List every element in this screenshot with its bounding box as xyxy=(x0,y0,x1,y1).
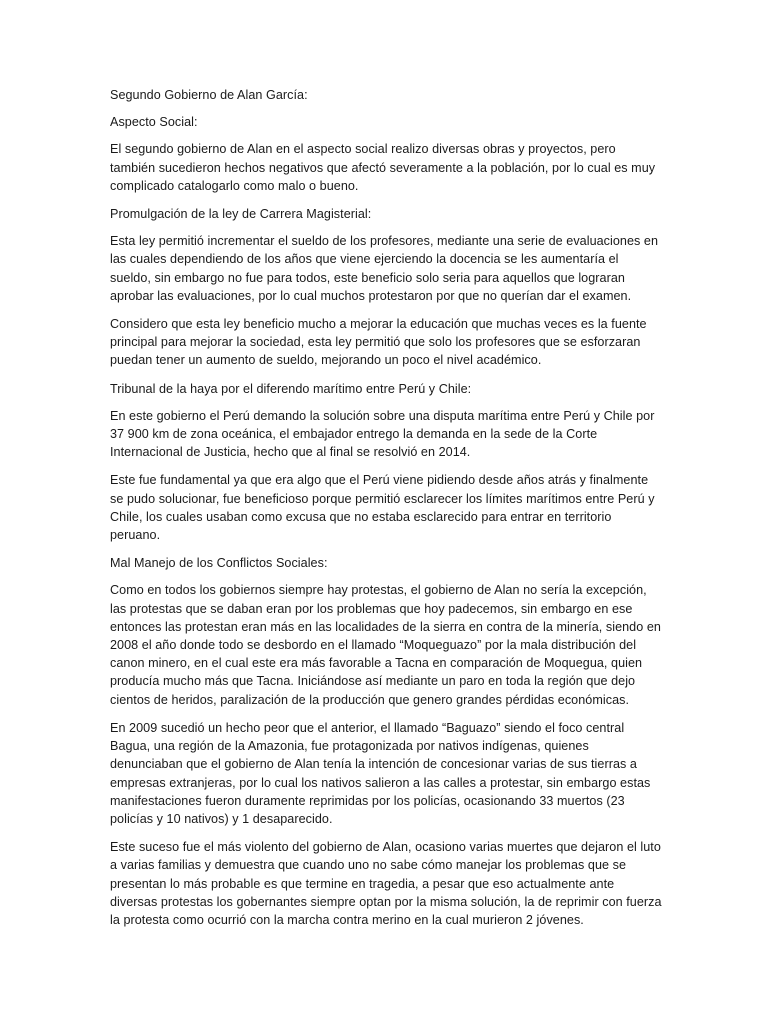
section-heading-social: Aspecto Social: xyxy=(110,115,198,130)
document-page xyxy=(110,86,662,939)
paragraph-conflictos-1: Como en todos los gobiernos siempre hay protestas, el gobierno de Alan no sería la excepción, las protestas que se daban eran por los problemas que hoy padecemos, sin embargo en ese entonces las protestan eran más en las localidades de la sierra en contra de la minería, siendo en 2008 el año donde todo se desbordo en el llamado “Moqueguazo” por la mala distribución del canon minero, en el cual este era más favorable a Tacna en comparación de Moquegua, quien producía mucho más que Tacna. Iniciándose así mediante un paro en toda la región que dejo cientos de heridos, paralización de la producción que genero grandes pérdidas económicas. xyxy=(110,583,661,707)
paragraph-intro: El segundo gobierno de Alan en el aspecto social realizo diversas obras y proyectos, pero también sucedieron hechos negativos que afectó severamente a la población, por lo cual es muy complicado catalogarlo como malo o bueno. xyxy=(110,142,656,193)
paragraph-haya-2: Este fue fundamental ya que era algo que el Perú viene pidiendo desde años atrás y finalmente se pudo solucionar, fue beneficioso porque permitió esclarecer los límites marítimos entre Perú y Chile, los cuales usaban como excusa que no estaba esclarecido para entrar en territorio peruano. xyxy=(110,473,655,543)
section-heading-conflictos: Mal Manejo de los Conflictos Sociales: xyxy=(110,556,328,571)
paragraph-haya-1: En este gobierno el Perú demando la solución sobre una disputa marítima entre Perú y Chile por 37 900 km de zona oceánica, el embajador entrego la demanda en la sede de la Corte Internacional de Justicia, hecho que al final se resolvió en 2014. xyxy=(110,408,655,460)
document-title: Segundo Gobierno de Alan García: xyxy=(110,88,308,102)
section-heading-ley: Promulgación de la ley de Carrera Magisterial: xyxy=(110,207,372,222)
section-heading-haya: Tribunal de la haya por el diferendo marítimo entre Perú y Chile: xyxy=(110,381,472,396)
paragraph-ley-1: Esta ley permitió incrementar el sueldo de los profesores, mediante una serie de evaluaciones en las cuales dependiendo de los años que viene ejerciendo la docencia se les aumentaría el sueldo, sin embargo no fue para todos, este beneficio solo seria para aquellos que lograran aprobar las evaluaciones, por lo cual muchos protestaron por que no querían dar el examen. xyxy=(110,234,659,303)
paragraph-conflictos-2: En 2009 sucedió un hecho peor que el anterior, el llamado “Baguazo” siendo el foco central Bagua, una región de la Amazonia, fue protagonizada por nativos indígenas, quienes denunciaban que el gobierno de Alan tenía la intención de concesionar varias de sus tierras a empresas extranjeras, por lo cual los nativos salieron a las calles a protestar, sin embargo estas manifestaciones fueron duramente reprimidas por los policías, ocasionando 33 muertos (23 policías y 10 nativos) y 1 desaparecido. xyxy=(110,720,651,826)
paragraph-conflictos-3: Este suceso fue el más violento del gobierno de Alan, ocasiono varias muertes que dejaron el luto a varias familias y demuestra que cuando uno no sabe cómo manejar los problemas que se presentan lo más probable es que termine en tragedia, a pesar que eso actualmente ante diversas protestas los gobernantes siempre optan por la misma solución, la de reprimir con fuerza la protesta como ocurrió con la marcha contra merino en la cual murieron 2 jóvenes. xyxy=(110,840,662,927)
paragraph-ley-2: Considero que esta ley beneficio mucho a mejorar la educación que muchas veces es la fuente principal para mejorar la sociedad, esta ley permitió que solo los profesores que se esforzaran puedan tener un aumento de sueldo, mejorando un poco el nivel académico. xyxy=(110,317,647,368)
